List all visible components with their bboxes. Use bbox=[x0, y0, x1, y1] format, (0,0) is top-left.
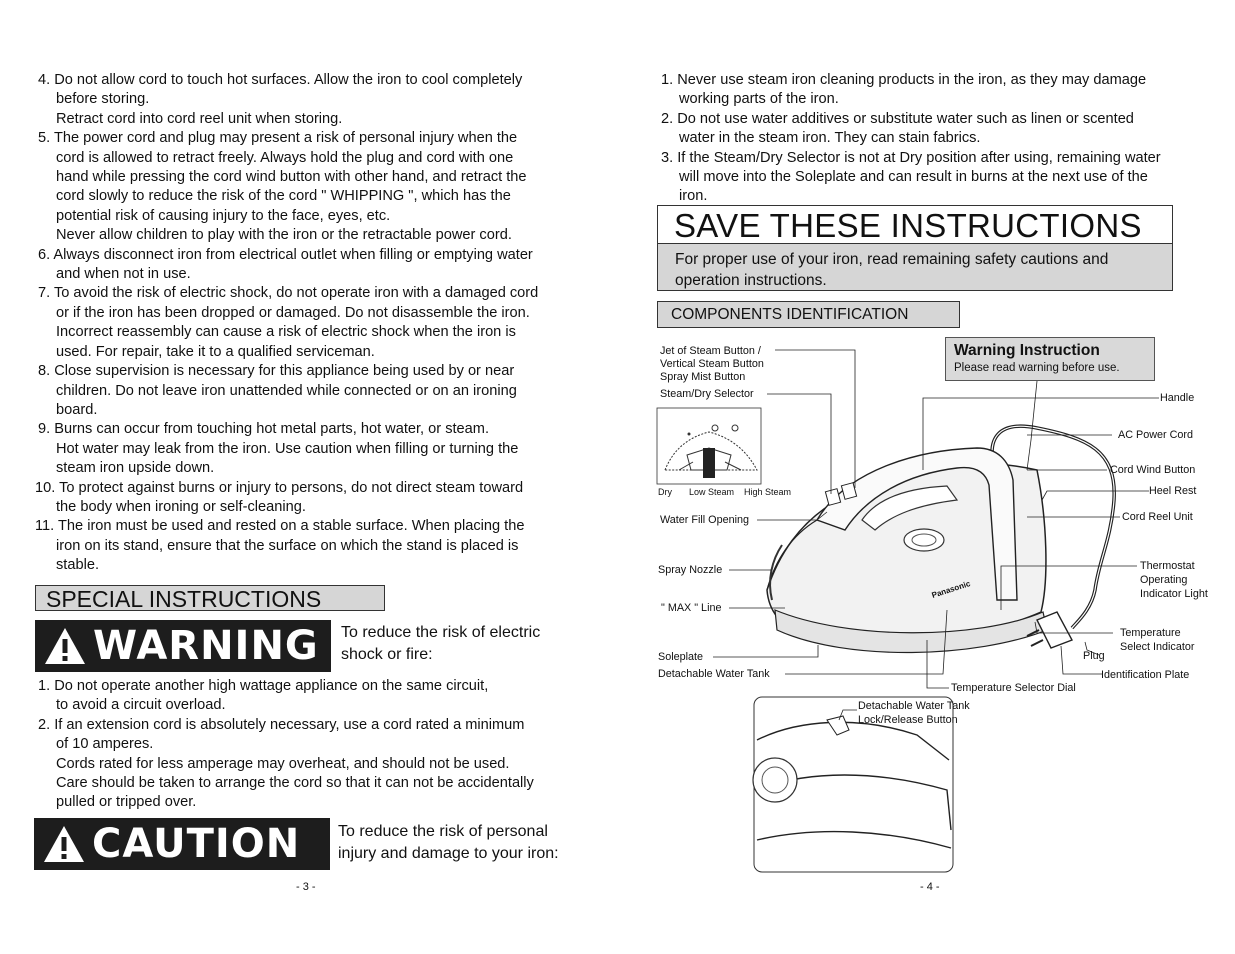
list-item: 7. To avoid the risk of electric shock, do not operate iron with a damaged cord bbox=[38, 285, 539, 302]
list-item: 2. Do not use water additives or substitute water such as linen or scented bbox=[661, 110, 1134, 127]
caution-line-1: To reduce the risk of personal bbox=[338, 823, 548, 840]
label-max-line: " MAX " Line bbox=[661, 602, 722, 614]
warning-banner bbox=[35, 620, 331, 672]
label-jet-steam: Jet of Steam Button / bbox=[660, 345, 761, 357]
special-list bbox=[34, 677, 594, 813]
list-item: 4. Do not allow cord to touch hot surfaces. Allow the iron to cool completely bbox=[38, 72, 523, 88]
warning-instruction-title: Warning Instruction bbox=[954, 342, 1100, 359]
save-instructions-title: SAVE THESE INSTRUCTIONS bbox=[658, 206, 1172, 244]
caution-description bbox=[338, 821, 559, 865]
list-item-continuation: Care should be taken to arrange the cord so that it can not be accidentally bbox=[56, 775, 534, 792]
label-plug: Plug bbox=[1083, 650, 1105, 662]
list-item-continuation: to avoid a circuit overload. bbox=[56, 697, 226, 714]
warning-description bbox=[341, 622, 540, 666]
list-item: 10. To protect against burns or injury to persons, do not direct steam toward bbox=[35, 479, 524, 496]
label-spray-mist: Spray Mist Button bbox=[660, 371, 746, 383]
label-temp-indicator: Temperature Select Indicator bbox=[1120, 627, 1195, 653]
list-item-continuation: working parts of the iron. bbox=[679, 91, 839, 108]
label-tank-lock-2-text: Lock/Release bbox=[858, 714, 924, 726]
list-item-continuation: Retract cord into cord reel unit when storing. bbox=[56, 110, 343, 127]
page-right bbox=[617, 0, 1235, 954]
list-item-continuation: or if the iron has been dropped or damaged. Do not disassemble the iron. bbox=[56, 304, 530, 321]
warning-word: WARNING bbox=[93, 623, 319, 669]
components-heading: COMPONENTS IDENTIFICATION bbox=[657, 301, 960, 328]
special-instructions-heading bbox=[35, 585, 385, 611]
list-item-continuation: stable. bbox=[56, 557, 99, 574]
page-number-right: - 4 - bbox=[920, 881, 940, 893]
list-item: 5. The power cord and plug may present a risk of personal injury when the bbox=[38, 130, 518, 147]
list-item-continuation: water in the steam iron. They can stain fabrics. bbox=[679, 130, 981, 147]
list-item-continuation: pulled or tripped over. bbox=[56, 794, 197, 811]
list-item-continuation: Never allow children to play with the iron or the retractable power cord. bbox=[56, 227, 512, 244]
list-item: 8. Close supervision is necessary for this appliance being used by or near bbox=[38, 363, 515, 380]
list-item-continuation: hand while pressing the cord wind button with other hand, and retract the bbox=[56, 169, 527, 186]
steam-selector-inset bbox=[657, 408, 761, 484]
list-item-continuation: Cords rated for less amperage may overheat, and should not be used. bbox=[56, 755, 510, 772]
alert-triangle-icon bbox=[43, 626, 87, 666]
warning-line-2: shock or fire: bbox=[341, 646, 433, 663]
list-item-continuation: iron. bbox=[679, 188, 708, 205]
page-number-left: - 3 - bbox=[296, 881, 316, 893]
caution-word: CAUTION bbox=[92, 821, 301, 867]
caution-line-2: injury and damage to your iron: bbox=[338, 845, 559, 862]
page-left bbox=[0, 0, 617, 954]
list-item-continuation: Incorrect reassembly can cause a risk of electric shock when the iron is bbox=[56, 324, 516, 341]
list-item-continuation: the body when ironing or self-cleaning. bbox=[56, 498, 306, 515]
list-item-continuation: Hot water may leak from the iron. Use caution when filling or turning the bbox=[56, 440, 519, 457]
list-item: 2. If an extension cord is absolutely necessary, use a cord rated a minimum bbox=[38, 716, 525, 733]
list-item-continuation: steam iron upside down. bbox=[56, 460, 215, 477]
list-item-continuation: of 10 amperes. bbox=[56, 736, 154, 753]
label-cord-wind: Cord Wind Button bbox=[1110, 464, 1196, 476]
list-item-continuation: children. Do not leave iron unattended while connected or on an ironing bbox=[56, 382, 517, 399]
list-item: 3. If the Steam/Dry Selector is not at Dry position after using, remaining water bbox=[661, 149, 1161, 166]
label-spray-nozzle: Spray Nozzle bbox=[658, 564, 723, 576]
list-item-continuation: and when not in use. bbox=[56, 266, 191, 283]
alert-triangle-icon bbox=[42, 824, 86, 864]
iron-body bbox=[767, 448, 1047, 653]
list-item: 9. Burns can occur from touching hot metal parts, hot water, or steam. bbox=[38, 421, 489, 438]
list-item-continuation: used. For repair, take it to a qualified serviceman. bbox=[56, 343, 375, 360]
list-item-continuation: iron on its stand, ensure that the surface on which the stand is placed is bbox=[56, 537, 519, 554]
list-item: 1. Do not operate another high wattage appliance on the same circuit, bbox=[38, 678, 489, 694]
list-item-continuation: will move into the Soleplate and can result in burns at the next use of the bbox=[679, 169, 1148, 186]
warning-instruction-text: Please read warning before use. bbox=[954, 362, 1120, 374]
special-instructions-text: SPECIAL INSTRUCTIONS bbox=[46, 586, 322, 612]
save-instructions-text: For proper use of your iron, read remaining safety cautions and operation instructions. bbox=[675, 251, 1109, 289]
label-vertical-steam: Vertical Steam Button bbox=[660, 358, 764, 370]
label-id-plate: Identification Plate bbox=[1101, 669, 1190, 681]
list-item: 6. Always disconnect iron from electrical outlet when filling or emptying water bbox=[38, 246, 533, 263]
list-item: 1. Never use steam iron cleaning products in the iron, as they may damage bbox=[661, 72, 1147, 88]
label-handle: Handle bbox=[1160, 392, 1195, 404]
list-item-continuation: before storing. bbox=[56, 91, 150, 108]
label-ac-cord: AC Power Cord bbox=[1118, 429, 1194, 441]
safety-list-left bbox=[34, 71, 594, 576]
label-low-steam: Low Steam bbox=[689, 487, 735, 497]
label-high-steam: High Steam bbox=[744, 487, 792, 497]
label-tank-lock-3-text: Button bbox=[926, 714, 958, 726]
caution-banner bbox=[34, 818, 330, 870]
list-item-continuation: cord slowly to reduce the risk of the cord " WHIPPING ", which has the bbox=[56, 188, 511, 205]
label-detachable-tank: Detachable Water Tank bbox=[658, 668, 770, 680]
list-item: 11. The iron must be used and rested on a stable surface. When placing the bbox=[35, 518, 525, 535]
label-tank-lock-1: Detachable Water Tank bbox=[858, 700, 970, 712]
warning-line-1: To reduce the risk of electric bbox=[341, 624, 541, 641]
list-item-continuation: cord is allowed to retract freely. Always hold the plug and cord with one bbox=[56, 149, 514, 166]
label-water-fill: Water Fill Opening bbox=[660, 514, 750, 526]
label-cord-reel: Cord Reel Unit bbox=[1122, 511, 1193, 523]
label-soleplate: Soleplate bbox=[658, 651, 704, 663]
label-tank-lock-2 bbox=[858, 714, 958, 727]
label-thermostat: Thermostat Operating Indicator Light bbox=[1140, 560, 1208, 600]
iron-diagram bbox=[617, 0, 1235, 954]
label-steam-dry: Steam/Dry Selector bbox=[660, 388, 754, 400]
label-heel-rest: Heel Rest bbox=[1149, 485, 1197, 497]
brand-logo-text: Panasonic bbox=[930, 579, 972, 600]
label-temp-dial: Temperature Selector Dial bbox=[951, 682, 1076, 694]
label-dry: Dry bbox=[658, 487, 672, 497]
list-item-continuation: potential risk of causing injury to the face, eyes, etc. bbox=[56, 207, 391, 224]
list-item-continuation: board. bbox=[56, 401, 98, 418]
